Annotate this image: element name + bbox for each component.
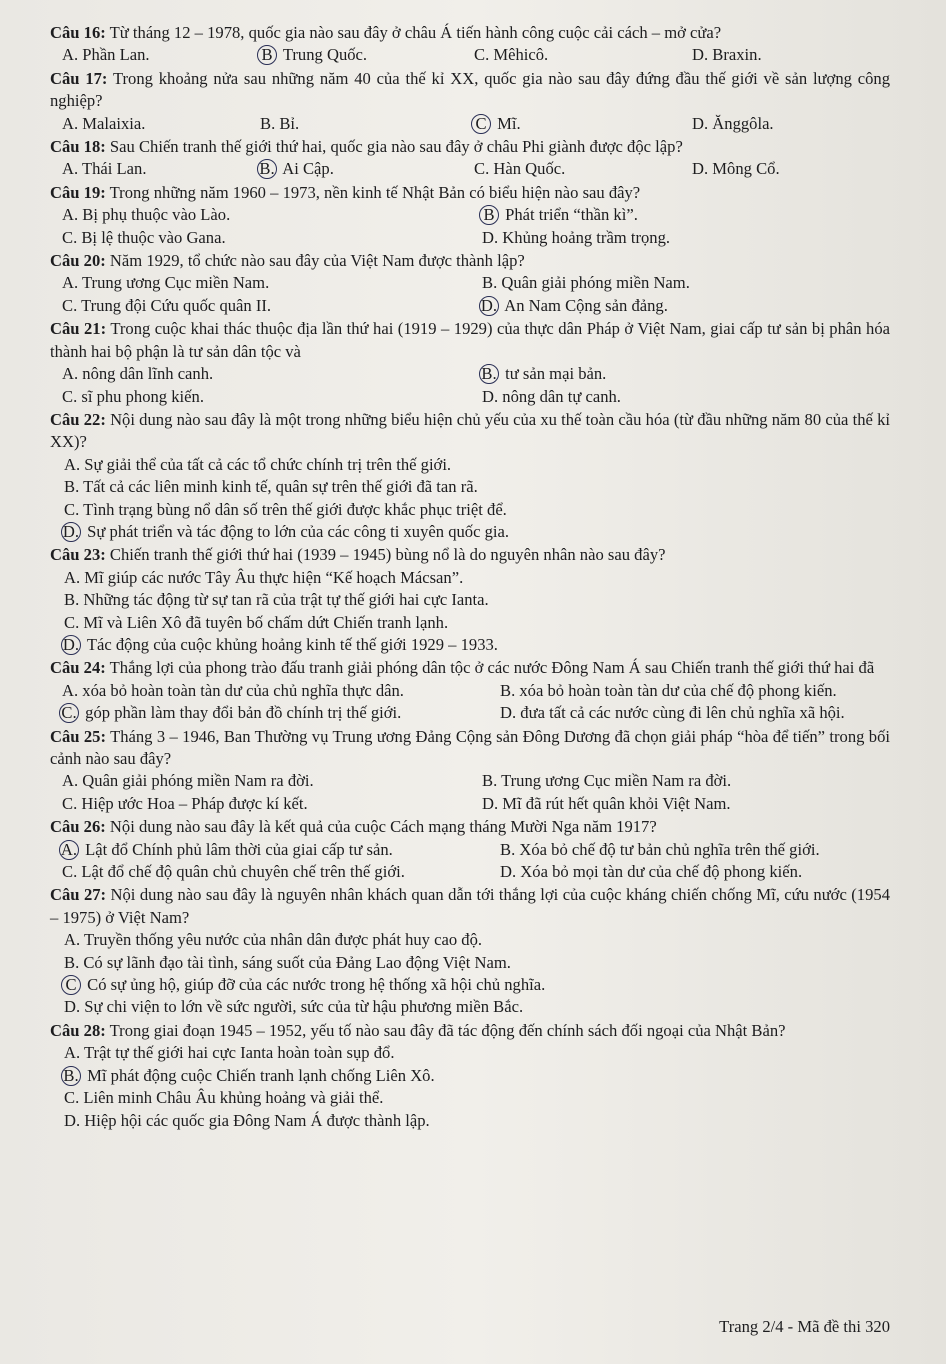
answer-option bbox=[64, 1042, 890, 1064]
answer-text: Sự giải thể của tất cả các tổ chức chính trị trên thế giới. bbox=[80, 454, 452, 474]
answer-letter: A. bbox=[62, 205, 79, 225]
answer-options bbox=[50, 454, 890, 544]
question-text: Trong giai đoạn 1945 – 1952, yếu tố nào sau đây đã tác động đến chính sách đối ngoại của Nhật Bản? bbox=[105, 1020, 786, 1040]
answer-letter: C. bbox=[64, 612, 80, 632]
answer-text: Lật đổ Chính phủ lâm thời của giai cấp tư sản. bbox=[81, 839, 393, 859]
question-stem bbox=[50, 657, 890, 679]
question-text: Từ tháng 12 – 1978, quốc gia nào sau đây ở châu Á tiến hành công cuộc cải cách – mở cửa? bbox=[105, 23, 722, 42]
question-text: Chiến tranh thế giới thứ hai (1939 – 1945) bùng nổ là do nguyên nhân nào sau đây? bbox=[105, 545, 666, 565]
answer-text: An Nam Cộng sản đảng. bbox=[501, 295, 668, 315]
question-number: Câu 26: bbox=[50, 817, 106, 837]
answer-letter: D. bbox=[64, 997, 81, 1017]
answer-letter: C. bbox=[474, 45, 490, 65]
answer-option bbox=[500, 839, 890, 861]
question-number: Câu 16: bbox=[50, 23, 106, 42]
answer-option bbox=[64, 929, 890, 951]
question-23 bbox=[50, 544, 890, 656]
question-stem bbox=[50, 136, 890, 158]
answer-option bbox=[500, 702, 890, 724]
answer-letter: A. bbox=[62, 45, 79, 65]
answer-text: Quân giải phóng miền Nam. bbox=[497, 273, 690, 293]
answer-option bbox=[482, 295, 890, 317]
question-number: Câu 25: bbox=[50, 726, 106, 746]
answer-letter: A. bbox=[62, 364, 79, 384]
question-24 bbox=[50, 657, 890, 724]
question-number: Câu 23: bbox=[50, 545, 106, 565]
answer-option bbox=[64, 499, 890, 521]
answer-option bbox=[62, 861, 500, 883]
answer-letter: B. bbox=[482, 273, 498, 293]
question-22 bbox=[50, 409, 890, 543]
question-number: Câu 20: bbox=[50, 251, 106, 271]
question-text: Năm 1929, tổ chức nào sau đây của Việt Nam được thành lập? bbox=[105, 251, 525, 271]
answer-text: Trung đội Cứu quốc quân II. bbox=[77, 295, 272, 315]
circled-answer-letter: C. bbox=[59, 703, 79, 723]
answer-text: Trật tự thế giới hai cực Ianta hoàn toàn sụp đổ. bbox=[80, 1043, 395, 1063]
question-stem bbox=[50, 68, 890, 113]
answer-text: Quân giải phóng miền Nam ra đời. bbox=[78, 771, 314, 791]
circled-answer-letter: C bbox=[61, 975, 81, 995]
answer-text: Liên minh Châu Âu khủng hoảng và giải thể. bbox=[79, 1088, 384, 1108]
answer-text: Hiệp hội các quốc gia Đông Nam Á được thành lập. bbox=[80, 1110, 430, 1130]
answer-text: xóa bỏ hoàn toàn tàn dư của chế độ phong kiến. bbox=[515, 680, 837, 700]
answer-option bbox=[474, 113, 692, 135]
answer-options bbox=[50, 1042, 890, 1132]
answer-letter: B. bbox=[64, 590, 80, 610]
answer-text: Thái Lan. bbox=[78, 159, 147, 179]
answer-text: Braxin. bbox=[708, 45, 762, 65]
answer-option bbox=[500, 680, 890, 702]
answer-letter: D. bbox=[64, 1110, 81, 1130]
answer-text: Tác động của cuộc khủng hoảng kinh tế thế giới 1929 – 1933. bbox=[83, 634, 498, 654]
circled-answer-letter: D. bbox=[62, 521, 80, 541]
answer-options bbox=[50, 363, 890, 408]
answer-option bbox=[692, 44, 890, 66]
answer-option bbox=[64, 612, 890, 634]
answer-letter: D. bbox=[482, 386, 499, 406]
answer-options bbox=[50, 680, 890, 725]
circled-answer-letter: B. bbox=[479, 364, 499, 384]
question-16 bbox=[50, 22, 890, 67]
question-text: Thắng lợi của phong trào đấu tranh giải phóng dân tộc ở các nước Đông Nam Á sau Chiến tranh thế giới thứ hai đã bbox=[105, 658, 875, 678]
answer-letter: C. bbox=[62, 793, 78, 813]
question-number: Câu 21: bbox=[50, 319, 107, 339]
answer-text: Mĩ. bbox=[493, 113, 521, 133]
question-text: Tháng 3 – 1946, Ban Thường vụ Trung ương Đảng Cộng sản Đông Dương đã chọn giải pháp “hòa để tiến” trong bối cảnh nào sau đây? bbox=[50, 726, 891, 768]
question-text: Nội dung nào sau đây là nguyên nhân khách quan dẫn tới thắng lợi của cuộc kháng chiến chống Mĩ, cứu nước (1954 – 1975) ở Việt Nam? bbox=[50, 885, 890, 927]
answer-text: Bỉ. bbox=[275, 113, 300, 133]
answer-text: xóa bỏ hoàn toàn tàn dư của chủ nghĩa thực dân. bbox=[78, 680, 404, 700]
answer-text: Hàn Quốc. bbox=[489, 159, 566, 179]
question-25 bbox=[50, 726, 890, 816]
answer-option bbox=[474, 44, 692, 66]
answer-option bbox=[260, 158, 474, 180]
answer-option bbox=[482, 793, 890, 815]
question-stem bbox=[50, 726, 890, 771]
answer-option bbox=[482, 363, 890, 385]
answer-letter: A. bbox=[62, 113, 79, 133]
answer-option bbox=[260, 113, 474, 135]
answer-text: Bị lệ thuộc vào Gana. bbox=[77, 227, 226, 247]
answer-letter: D. bbox=[692, 159, 709, 179]
answer-text: nông dân tự canh. bbox=[498, 386, 621, 406]
answer-text: Tất cả các liên minh kinh tế, quân sự trên thế giới đã tan rã. bbox=[79, 477, 478, 497]
question-stem bbox=[50, 409, 890, 454]
answer-letter: A. bbox=[64, 1043, 81, 1063]
answer-option bbox=[62, 295, 482, 317]
question-stem bbox=[50, 250, 890, 272]
answer-text: Ănggôla. bbox=[708, 113, 774, 133]
answer-option bbox=[62, 158, 260, 180]
answer-letter: A. bbox=[62, 159, 79, 179]
answer-text: nông dân lĩnh canh. bbox=[78, 364, 214, 384]
answer-option bbox=[62, 839, 500, 861]
answer-option bbox=[260, 44, 474, 66]
answer-option bbox=[64, 1065, 890, 1087]
answer-text: Malaixia. bbox=[78, 113, 146, 133]
answer-letter: B. bbox=[500, 839, 516, 859]
answer-options bbox=[50, 44, 890, 66]
question-text: Trong những năm 1960 – 1973, nền kinh tế Nhật Bản có biểu hiện nào sau đây? bbox=[105, 182, 641, 202]
answer-text: tư sản mại bản. bbox=[501, 364, 607, 384]
question-20 bbox=[50, 250, 890, 317]
question-stem bbox=[50, 1020, 890, 1042]
answer-option bbox=[62, 113, 260, 135]
answer-text: đưa tất cả các nước cùng đi lên chủ nghĩa xã hội. bbox=[516, 703, 845, 723]
answer-text: Trung ương Cục miền Nam ra đời. bbox=[497, 771, 732, 791]
page-footer: Trang 2/4 - Mã đề thi 320 bbox=[719, 1316, 890, 1336]
answer-option bbox=[692, 158, 890, 180]
answer-letter: C. bbox=[62, 227, 78, 247]
answer-option bbox=[62, 386, 482, 408]
question-stem bbox=[50, 816, 890, 838]
circled-answer-letter: B bbox=[257, 45, 277, 65]
question-number: Câu 17: bbox=[50, 68, 108, 88]
answer-option bbox=[482, 272, 890, 294]
question-stem bbox=[50, 544, 890, 566]
question-19 bbox=[50, 182, 890, 249]
answer-option bbox=[482, 204, 890, 226]
answer-text: Tình trạng bùng nổ dân số trên thế giới được khắc phục triệt để. bbox=[79, 499, 507, 519]
question-number: Câu 24: bbox=[50, 658, 106, 678]
answer-option bbox=[64, 634, 890, 656]
answer-text: Mĩ và Liên Xô đã tuyên bố chấm dứt Chiến tranh lạnh. bbox=[79, 612, 449, 632]
question-17 bbox=[50, 68, 890, 135]
answer-option bbox=[62, 680, 500, 702]
answer-options bbox=[50, 839, 890, 884]
answer-letter: C. bbox=[62, 386, 78, 406]
answer-options bbox=[50, 204, 890, 249]
answer-text: góp phần làm thay đổi bản đồ chính trị thế giới. bbox=[81, 703, 402, 723]
answer-option bbox=[64, 996, 890, 1018]
answer-letter: D. bbox=[692, 45, 709, 65]
answer-letter: D. bbox=[692, 113, 709, 133]
question-28 bbox=[50, 1020, 890, 1132]
answer-letter: A. bbox=[62, 680, 79, 700]
answer-text: Phát triển “thần kì”. bbox=[501, 205, 638, 225]
answer-text: Mông Cổ. bbox=[708, 159, 780, 179]
answer-text: Mĩ phát động cuộc Chiến tranh lạnh chống Liên Xô. bbox=[83, 1065, 435, 1085]
question-text: Nội dung nào sau đây là kết quả của cuộc Cách mạng tháng Mười Nga năm 1917? bbox=[105, 817, 657, 837]
answer-option bbox=[62, 272, 482, 294]
circled-answer-letter: C bbox=[471, 114, 491, 134]
answer-text: Mĩ đã rút hết quân khỏi Việt Nam. bbox=[498, 793, 731, 813]
answer-letter: B. bbox=[482, 771, 498, 791]
answer-text: Bị phụ thuộc vào Lào. bbox=[78, 205, 231, 225]
answer-option bbox=[64, 974, 890, 996]
question-text: Trong cuộc khai thác thuộc địa lần thứ hai (1919 – 1929) của thực dân Pháp ở Việt Nam, giai cấp tư sản bị phân hóa thành hai bộ phận là tư sản dân tộc và bbox=[50, 319, 890, 361]
answer-text: Phần Lan. bbox=[78, 45, 150, 65]
question-number: Câu 19: bbox=[50, 182, 106, 202]
answer-option bbox=[62, 44, 260, 66]
question-stem bbox=[50, 884, 890, 929]
answer-option bbox=[64, 476, 890, 498]
question-number: Câu 22: bbox=[50, 409, 106, 429]
answer-text: Khủng hoảng trầm trọng. bbox=[498, 227, 671, 247]
answer-letter: C. bbox=[64, 499, 80, 519]
answer-options bbox=[50, 158, 890, 180]
answer-option bbox=[64, 1087, 890, 1109]
answer-option bbox=[482, 227, 890, 249]
circled-answer-letter: D. bbox=[480, 295, 498, 315]
circled-answer-letter: A. bbox=[60, 839, 78, 859]
answer-letter: A. bbox=[64, 930, 81, 950]
question-stem bbox=[50, 22, 890, 44]
answer-text: Lật đổ chế độ quân chủ chuyên chế trên thế giới. bbox=[77, 862, 405, 882]
answer-option bbox=[62, 363, 482, 385]
answer-letter: B. bbox=[260, 113, 276, 133]
circled-answer-letter: B. bbox=[61, 1066, 81, 1086]
answer-letter: C. bbox=[62, 295, 78, 315]
answer-text: Trung Quốc. bbox=[279, 45, 368, 65]
answer-text: Trung ương Cục miền Nam. bbox=[78, 273, 270, 293]
circled-answer-letter: D. bbox=[62, 634, 80, 654]
question-text: Sau Chiến tranh thế giới thứ hai, quốc gia nào sau đây ở châu Phi giành được độc lập? bbox=[105, 137, 683, 157]
question-text: Nội dung nào sau đây là một trong những biểu hiện chủ yếu của xu thế toàn cầu hóa (từ đầu những năm 80 của thế kỉ XX)? bbox=[50, 409, 891, 452]
question-stem bbox=[50, 182, 890, 204]
answer-letter: A. bbox=[64, 567, 81, 587]
answer-options bbox=[50, 929, 890, 1019]
answer-text: Sự phát triển và tác động to lớn của các công ti xuyên quốc gia. bbox=[83, 521, 510, 541]
answer-text: Hiệp ước Hoa – Pháp được kí kết. bbox=[77, 793, 308, 813]
answer-option bbox=[500, 861, 890, 883]
answer-letter: B. bbox=[64, 952, 80, 972]
answer-text: Truyền thống yêu nước của nhân dân được phát huy cao độ. bbox=[80, 930, 483, 950]
answer-option bbox=[62, 702, 500, 724]
answer-option bbox=[64, 1110, 890, 1132]
answer-option bbox=[64, 589, 890, 611]
answer-text: Có sự ủng hộ, giúp đỡ của các nước trong hệ thống xã hội chủ nghĩa. bbox=[83, 975, 546, 995]
answer-option bbox=[64, 952, 890, 974]
answer-text: Những tác động từ sự tan rã của trật tự thế giới hai cực Ianta. bbox=[79, 590, 489, 610]
question-stem bbox=[50, 318, 890, 363]
answer-option bbox=[64, 567, 890, 589]
answer-letter: A. bbox=[64, 454, 81, 474]
answer-letter: A. bbox=[62, 771, 79, 791]
answer-option bbox=[64, 521, 890, 543]
answer-options bbox=[50, 770, 890, 815]
answer-option bbox=[62, 227, 482, 249]
answer-option bbox=[692, 113, 890, 135]
circled-answer-letter: B. bbox=[257, 159, 277, 179]
answer-letter: D. bbox=[482, 227, 499, 247]
question-list bbox=[50, 22, 890, 1132]
answer-text: Có sự lãnh đạo tài tình, sáng suốt của Đảng Lao động Việt Nam. bbox=[79, 952, 511, 972]
answer-options bbox=[50, 272, 890, 317]
answer-options bbox=[50, 113, 890, 135]
question-21 bbox=[50, 318, 890, 408]
question-26 bbox=[50, 816, 890, 883]
answer-text: Mĩ giúp các nước Tây Âu thực hiện “Kế hoạch Mácsan”. bbox=[80, 567, 464, 587]
answer-option bbox=[482, 770, 890, 792]
answer-letter: D. bbox=[500, 703, 517, 723]
answer-letter: B. bbox=[500, 680, 516, 700]
answer-letter: C. bbox=[474, 159, 490, 179]
question-number: Câu 27: bbox=[50, 885, 107, 905]
answer-option bbox=[482, 386, 890, 408]
question-27 bbox=[50, 884, 890, 1018]
answer-text: Sự chi viện to lớn về sức người, sức của từ hậu phương miền Bắc. bbox=[80, 997, 524, 1017]
answer-letter: A. bbox=[62, 273, 79, 293]
answer-text: Xóa bỏ chế độ tư bản chủ nghĩa trên thế giới. bbox=[515, 839, 820, 859]
answer-letter: B. bbox=[64, 477, 80, 497]
answer-option bbox=[474, 158, 692, 180]
answer-option bbox=[62, 793, 482, 815]
answer-letter: C. bbox=[64, 1088, 80, 1108]
answer-text: Ai Cập. bbox=[279, 159, 334, 179]
answer-letter: D. bbox=[482, 793, 499, 813]
answer-text: Mêhicô. bbox=[489, 45, 549, 65]
circled-answer-letter: B bbox=[479, 205, 499, 225]
question-number: Câu 28: bbox=[50, 1020, 106, 1040]
answer-options bbox=[50, 567, 890, 657]
answer-option bbox=[62, 770, 482, 792]
answer-option bbox=[62, 204, 482, 226]
answer-text: sĩ phu phong kiến. bbox=[77, 386, 204, 406]
question-text: Trong khoảng nửa sau những năm 40 của thế kỉ XX, quốc gia nào sau đây đứng đầu thế giới về sản lượng công nghiệp? bbox=[50, 68, 890, 111]
question-number: Câu 18: bbox=[50, 137, 106, 157]
answer-letter: D. bbox=[500, 862, 517, 882]
answer-option bbox=[64, 454, 890, 476]
answer-letter: C. bbox=[62, 862, 78, 882]
answer-text: Xóa bỏ mọi tàn dư của chế độ phong kiến. bbox=[516, 862, 803, 882]
question-18 bbox=[50, 136, 890, 181]
